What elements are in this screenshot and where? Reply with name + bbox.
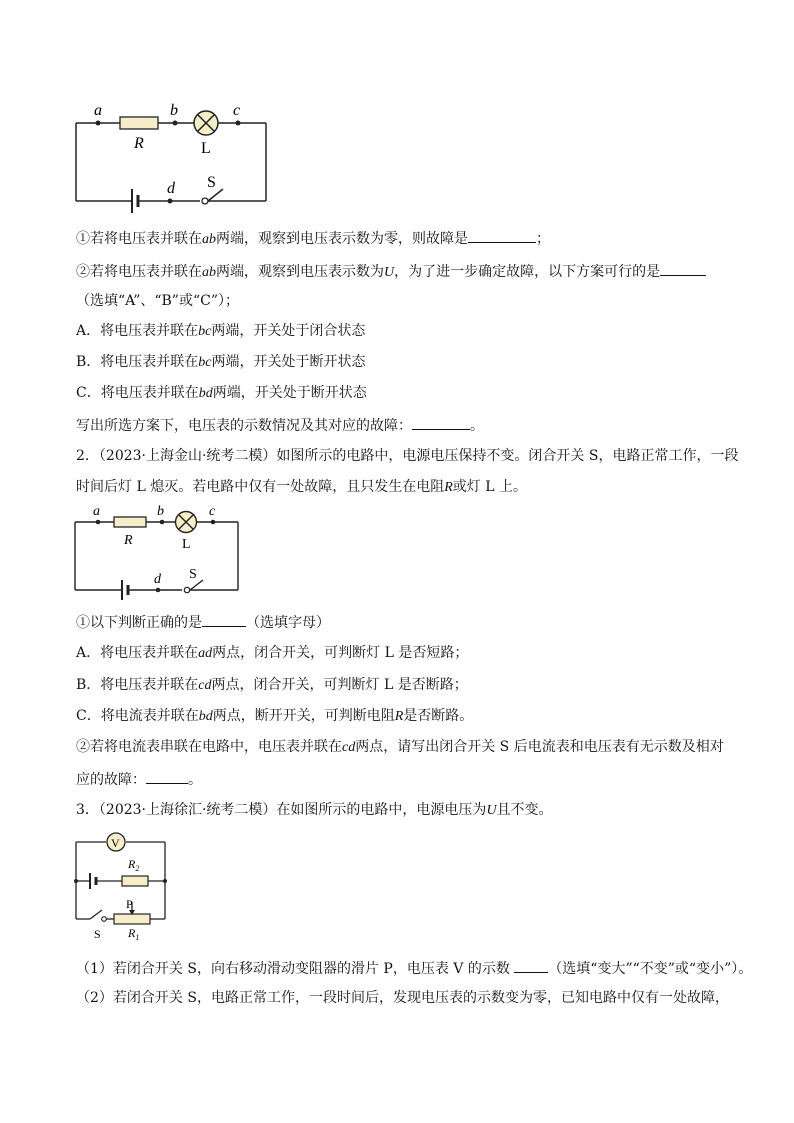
label-R: R [124,533,133,548]
circuit-diagram-2 [70,500,245,600]
answer-blank[interactable] [412,415,470,430]
circuit-diagram-1 [70,98,270,218]
q3-part1: （1）若闭合开关 S，向右移动滑动变阻器的滑片 P，电压表 V 的示数 （选填“变大”“不变”或“变小”）。 [76,958,752,978]
node-c: c [233,102,241,119]
q2-option-c: C．将电流表并联在bd两点，断开开关，可判断电阻R是否断路。 [76,708,474,724]
node-d: d [167,180,175,197]
lamp-L [194,111,218,135]
label-R: R [134,135,144,152]
q3-part2: （2）若闭合开关 S，电路正常工作，一段时间后，发现电压表的示数变为零，已知电路中仅有一处故障， [76,990,729,1006]
answer-blank[interactable] [468,228,536,243]
node-c: c [209,504,216,519]
label-R1: $R_1$ [128,926,140,942]
q1-part2-note: （选填“A”、“B”或“C”）； [76,293,239,309]
answer-blank[interactable] [202,612,246,627]
node-a: a [94,102,102,119]
label-P: P [126,897,133,911]
label-L: L [182,537,191,552]
circuit-diagram-3 [70,826,175,946]
answer-blank[interactable] [660,261,706,276]
q2-part2: ②若将电流表串联在电路中，电压表并联在cd两点，请写出闭合开关 S 后电流表和电压表有无示数及相对 [76,739,724,755]
q1-option-c: C．将电压表并联在bd两端，开关处于断开状态 [76,385,367,401]
q2-part2-line2: 应的故障： 。 [76,769,202,789]
voltmeter-V [107,833,125,851]
node-a: a [93,504,100,519]
answer-blank[interactable] [146,769,188,784]
q2-stem-line2: 时间后灯 L 熄灭。若电路中仅有一处故障，且只发生在电阻R或灯 L 上。 [76,479,527,495]
label-S: S [207,174,216,191]
q2-option-b: B．将电压表并联在cd两点，闭合开关，可判断灯 L 是否断路； [76,677,468,693]
svg-text:V: V [111,836,120,850]
node-b: b [157,504,164,519]
q2-option-a: A．将电压表并联在ad两点，闭合开关，可判断灯 L 是否短路； [76,645,469,661]
label-S: S [94,927,101,941]
resistor-R [114,517,146,527]
label-R2: $R_2$ [128,857,140,873]
label-S: S [189,567,197,582]
label-L: L [201,140,211,157]
q1-write: 写出所选方案下，电压表的示数情况及其对应的故障： 。 [76,415,484,435]
q1-option-b: B．将电压表并联在bc两端，开关处于断开状态 [76,354,366,370]
q1-part2: ②若将电压表并联在ab两端，观察到电压表示数为U，为了进一步确定故障，以下方案可行的是 [76,261,706,282]
answer-blank[interactable] [514,958,548,973]
rheostat-R1 [114,914,150,924]
resistor-R [120,117,158,129]
node-b: b [170,102,178,119]
node-d: d [154,572,161,587]
q2-stem-line1: 2．（2023·上海金山·统考二模）如图所示的电路中，电源电压保持不变。闭合开关 S，电路正常工作，一段 [76,448,739,464]
q1-part1: ①若将电压表并联在ab两端，观察到电压表示数为零，则故障是 ； [76,228,550,249]
q2-part1: ①以下判断正确的是 （选填字母） [76,612,330,632]
lamp-L [176,512,197,533]
q3-stem: 3．（2023·上海徐汇·统考二模）在如图所示的电路中，电源电压为U且不变。 [76,802,553,818]
resistor-R2 [122,876,148,886]
q1-option-a: A．将电压表并联在bc两端，开关处于闭合状态 [76,323,366,339]
